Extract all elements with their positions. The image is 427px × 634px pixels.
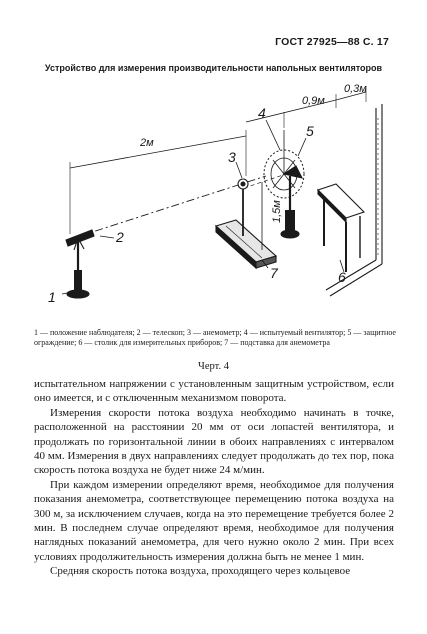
dimension-2m [70, 130, 246, 234]
label-1: 1 [48, 289, 56, 305]
dim-03m-label: 0,3м [344, 83, 367, 95]
fan-under-test [264, 130, 304, 238]
label-3: 3 [228, 149, 236, 165]
figure-drawing [40, 78, 400, 326]
figure-caption: 1 — положение наблюдателя; 2 — телескоп; 3 — анемометр; 4 — испытуемый вентилятор; 5 — защитное ограждение; 6 — столик для измерительных приборов; 7 — подставка для анемометра [34, 328, 396, 347]
label-4: 4 [258, 105, 266, 121]
paragraph: Измерения скорости потока воздуха необходимо начинать в точке, расположенной на расстоянии 20 мм от оси лопастей вентилятора, и продолжать по горизонтальной линии в обоих направлениях с интервалом 40 мм. Измерения в двух направлениях следует продолжать до тех пор, пока скорость потока воздуха не будет ниже 24 м/мин. [34, 406, 394, 477]
anemometer-base [216, 220, 276, 268]
dim-15m-label: 1,5м [271, 200, 283, 223]
dim-09m-label: 0,9м [302, 95, 325, 107]
figure-number: Черт. 4 [198, 361, 229, 372]
paragraph: испытательном напряжении с установленным защитным устройством, если оно имеется, и с отключенным механизмом поворота. [34, 378, 394, 405]
dim-2m-label: 2м [140, 137, 154, 149]
page-header: ГОСТ 27925—88 С. 17 [275, 36, 389, 48]
label-5: 5 [306, 123, 314, 139]
label-7: 7 [270, 265, 278, 281]
dimension-1-5m [262, 182, 283, 250]
leader-lines [62, 120, 344, 294]
observer-stand [66, 230, 94, 298]
label-6: 6 [338, 269, 346, 285]
figure-title: Устройство для измерения производительности напольных вентиляторов [44, 63, 383, 73]
paragraph: При каждом измерении определяют время, необходимое для получения показания анемометра, соответствующее перемещению потока воздуха на 300 м, за исключением случаев, когда на это перемещение требуется более 2 мин. В последнем случае определяют время, необходимое для получения наглядных показаний анемометра, для чего нужно около 2 мин. При всех условиях продолжительность измерения должна быть не менее 1 мин. [34, 478, 394, 563]
instrument-table [318, 184, 364, 272]
label-2: 2 [116, 229, 124, 245]
body-text [34, 377, 394, 579]
paragraph: Средняя скорость потока воздуха, проходящего через кольцевое [50, 565, 351, 578]
